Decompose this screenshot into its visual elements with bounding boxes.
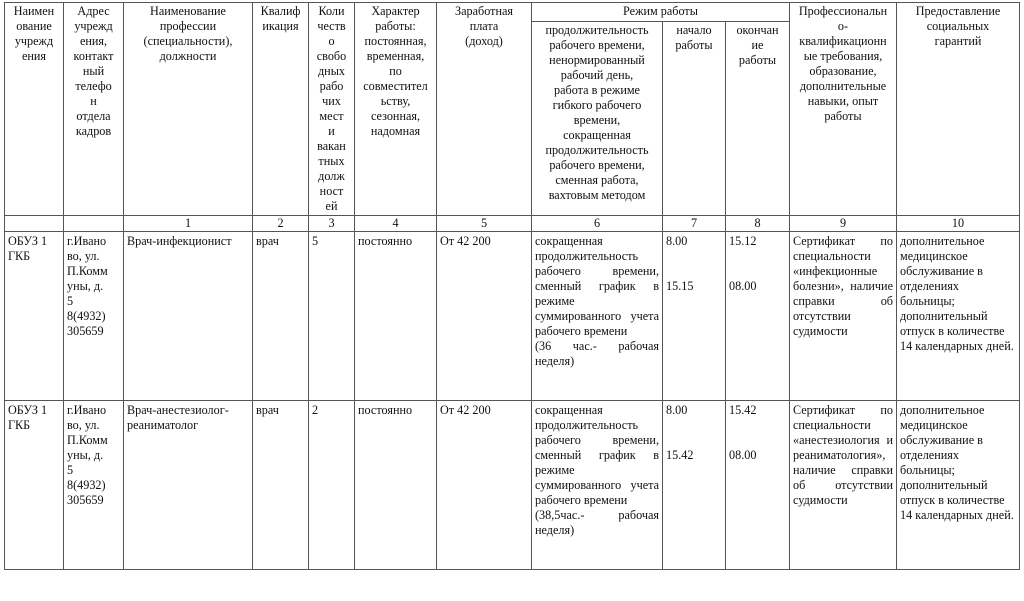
header-schedule-group: Режим работы — [532, 3, 790, 22]
cell-schedule: сокращенная продолжительность рабочего времени, сменный график в режиме суммированного учета рабочего времени (38,5час.- рабочая неделя) — [532, 401, 663, 570]
header-row — [5, 3, 1020, 22]
cell-salary: От 42 200 — [437, 401, 532, 570]
column-number: 3 — [309, 216, 355, 232]
cell-requirements: Сертификат по специальности «анестезиология и реаниматология», наличие справки об отсутствии судимости — [790, 401, 897, 570]
header-qualification: Квалиф икация — [253, 3, 309, 216]
cell-profession: Врач-анестезиолог-реаниматолог — [124, 401, 253, 570]
header-work-type: Характер работы: постоянная, временная, по совместител ьству, сезонная, надомная — [355, 3, 437, 216]
header-schedule-end: окончан ие работы — [726, 22, 790, 216]
end-time-2: 08.00 — [729, 448, 757, 462]
column-number: 7 — [663, 216, 726, 232]
column-number: 9 — [790, 216, 897, 232]
header-institution: Наимен ование учрежд ения — [5, 3, 64, 216]
cell-end-time — [726, 401, 790, 570]
cell-requirements: Сертификат по специальности «инфекционные болезни», наличие справки об отсутствии судимости — [790, 232, 897, 401]
end-time-2: 08.00 — [729, 279, 757, 293]
cell-profession: Врач-инфекционист — [124, 232, 253, 401]
header-social: Предоставление социальных гарантий — [897, 3, 1020, 216]
vacancy-table — [4, 2, 1020, 570]
cell-start-time — [663, 232, 726, 401]
column-number: 2 — [253, 216, 309, 232]
cell-social: дополнительное медицинское обслуживание в отделениях больницы; дополнительный отпуск в количестве 14 календарных дней. — [897, 401, 1020, 570]
header-salary: Заработная плата (доход) — [437, 3, 532, 216]
end-time-1: 15.42 — [729, 403, 757, 417]
header-vacancies: Коли честв о свобо дных рабо чих мест и вакан тных долж ност ей — [309, 3, 355, 216]
cell-social: дополнительное медицинское обслуживание в отделениях больницы; дополнительный отпуск в количестве 14 календарных дней. — [897, 232, 1020, 401]
cell-qualification: врач — [253, 232, 309, 401]
table-row — [5, 232, 1020, 401]
cell-address: г.Ивано во, ул. П.Комм уны, д. 5 8(4932) 305659 — [64, 232, 124, 401]
column-number: 5 — [437, 216, 532, 232]
cell-work-type: постоянно — [355, 232, 437, 401]
column-number: 4 — [355, 216, 437, 232]
cell-work-type: постоянно — [355, 401, 437, 570]
column-number — [5, 216, 64, 232]
column-number-row — [5, 216, 1020, 232]
start-time-2: 15.42 — [666, 448, 694, 462]
header-requirements: Профессиональн о- квалификационн ые требования, образование, дополнительные навыки, опыт работы — [790, 3, 897, 216]
start-time-1: 8.00 — [666, 234, 688, 248]
start-time-1: 8.00 — [666, 403, 688, 417]
table-row — [5, 401, 1020, 570]
column-number: 6 — [532, 216, 663, 232]
cell-end-time — [726, 232, 790, 401]
column-number: 8 — [726, 216, 790, 232]
cell-institution: ОБУЗ 1 ГКБ — [5, 232, 64, 401]
cell-qualification: врач — [253, 401, 309, 570]
cell-address: г.Ивано во, ул. П.Комм уны, д. 5 8(4932) 305659 — [64, 401, 124, 570]
header-schedule-start: начало работы — [663, 22, 726, 216]
header-profession: Наименование профессии (специальности), должности — [124, 3, 253, 216]
end-time-1: 15.12 — [729, 234, 757, 248]
cell-salary: От 42 200 — [437, 232, 532, 401]
start-time-2: 15.15 — [666, 279, 694, 293]
header-address: Адрес учрежд ения, контакт ный телефо н отдела кадров — [64, 3, 124, 216]
cell-vacancies: 2 — [309, 401, 355, 570]
cell-institution: ОБУЗ 1 ГКБ — [5, 401, 64, 570]
cell-schedule: сокращенная продолжительность рабочего времени, сменный график в режиме суммированного учета рабочего времени (36 час.- рабочая неделя) — [532, 232, 663, 401]
column-number: 1 — [124, 216, 253, 232]
column-number — [64, 216, 124, 232]
column-number: 10 — [897, 216, 1020, 232]
header-schedule-duration: продолжительность рабочего времени, ненормированный рабочий день, работа в режиме гибкого рабочего времени, сокращенная продолжительность рабочего времени, сменная работа, вахтовым методом — [532, 22, 663, 216]
cell-start-time — [663, 401, 726, 570]
cell-vacancies: 5 — [309, 232, 355, 401]
